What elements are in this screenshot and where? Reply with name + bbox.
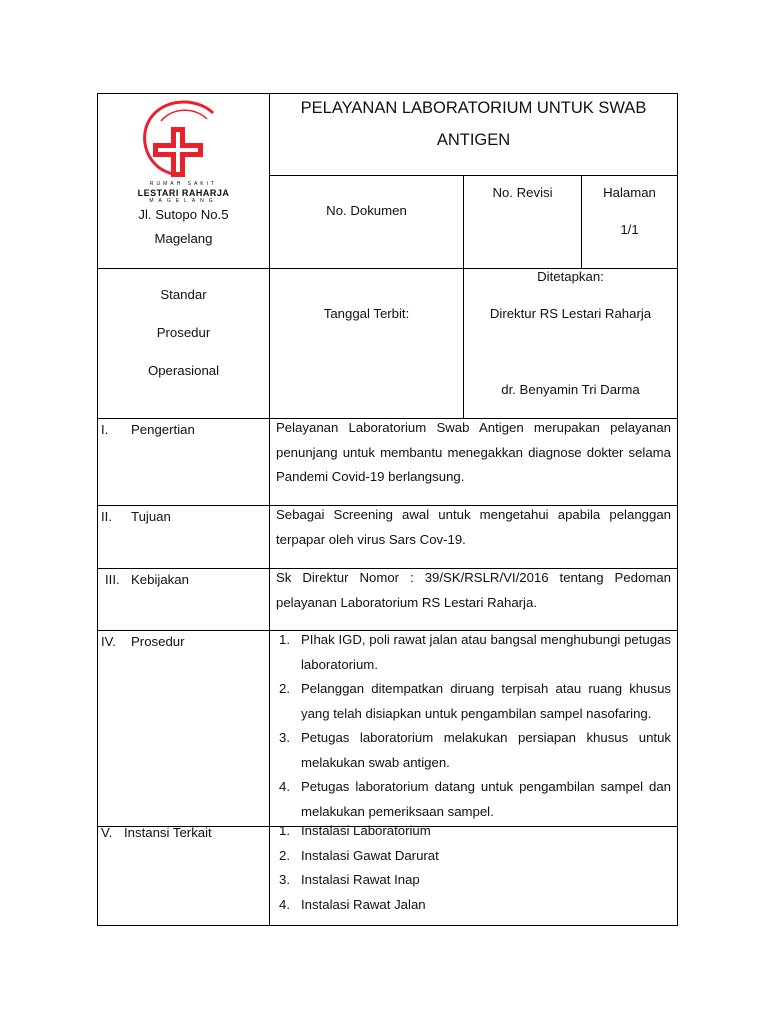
pengertian-content-cell xyxy=(269,418,678,506)
list-item-number: 3. xyxy=(279,730,290,745)
list-item-text: Instalasi Rawat Inap xyxy=(301,872,420,887)
list-item-number: 4. xyxy=(279,779,290,794)
prosedur-content-cell xyxy=(269,630,678,827)
logo-org-name: LESTARI RAHARJA xyxy=(137,188,230,198)
list-item-number: 1. xyxy=(279,823,290,838)
list-item-number: 2. xyxy=(279,681,290,696)
direktur-name: dr. Benyamin Tri Darma xyxy=(501,382,640,397)
list-item xyxy=(279,868,671,893)
pengertian-text: Pelayanan Laboratorium Swab Antigen merupakan pelayanan penunjang untuk membantu menegakkan diagnose dokter selama Pandemi Covid-19 berlangsung. xyxy=(276,420,671,484)
list-item xyxy=(279,893,671,918)
list-item-text: Petugas laboratorium datang untuk pengambilan sampel dan melakukan pemeriksaan sampel. xyxy=(301,779,671,819)
kebijakan-label-cell xyxy=(97,568,270,631)
kebijakan-content-cell xyxy=(269,568,678,631)
list-item xyxy=(279,677,671,726)
tujuan-content-cell xyxy=(269,505,678,569)
logo-org-small: RUMAH SAKIT xyxy=(149,181,218,187)
list-item xyxy=(279,844,671,869)
list-item-text: Pelanggan ditempatkan diruang terpisah atau ruang khusus yang telah disiapkan untuk pengambilan sampel nasofaring. xyxy=(301,681,671,721)
section-label: Tujuan xyxy=(131,509,171,524)
list-item-number: 1. xyxy=(279,632,290,647)
halaman-value: 1/1 xyxy=(620,222,639,237)
tujuan-text: Sebagai Screening awal untuk mengetahui apabila pelanggan terpapar oleh virus Sars Cov-19. xyxy=(276,507,671,547)
no-dokumen-cell xyxy=(269,175,464,269)
sop-document xyxy=(97,93,678,926)
prosedur-label-cell xyxy=(97,630,270,827)
title-line-1: PELAYANAN LABORATORIUM UNTUK SWAB xyxy=(300,99,647,117)
halaman-label: Halaman xyxy=(603,185,656,200)
logo-city-small: MAGELANG xyxy=(149,198,218,204)
list-item-number: 4. xyxy=(279,896,290,912)
list-item-text: Instalasi Gawat Darurat xyxy=(301,847,439,863)
list-item-number: 3. xyxy=(279,872,290,887)
tanggal-terbit-label: Tanggal Terbit: xyxy=(323,306,410,321)
section-label: Prosedur xyxy=(131,634,185,649)
sop-line-3: Operasional xyxy=(147,363,220,378)
list-item-text: Instalasi Laboratorium xyxy=(301,823,431,838)
instansi-content-cell xyxy=(269,823,678,926)
title-line-2: ANTIGEN xyxy=(436,131,511,149)
no-revisi-label: No. Revisi xyxy=(492,185,553,200)
section-number: V. xyxy=(101,825,113,840)
list-item-text: Petugas laboratorium melakukan persiapan khusus untuk melakukan swab antigen. xyxy=(301,730,671,770)
section-number: III. xyxy=(105,572,120,587)
no-dokumen-label: No. Dokumen xyxy=(326,203,407,218)
section-label: Kebijakan xyxy=(131,572,189,587)
direktur-label: Direktur RS Lestari Raharja xyxy=(489,306,652,321)
sop-cell xyxy=(97,268,270,419)
address-line-1: Jl. Sutopo No.5 xyxy=(138,207,229,222)
hospital-logo-icon xyxy=(141,99,221,184)
instansi-label-cell xyxy=(97,826,270,926)
list-item-text: PIhak IGD, poli rawat jalan atau bangsal menghubungi petugas laboratorium. xyxy=(301,632,671,672)
section-label: Pengertian xyxy=(131,422,195,437)
list-item xyxy=(279,819,671,844)
list-item-number: 2. xyxy=(279,847,290,863)
logo-address-cell xyxy=(97,93,270,269)
list-item xyxy=(279,726,671,775)
no-revisi-cell xyxy=(463,175,582,269)
address-line-2: Magelang xyxy=(154,231,213,246)
title-cell xyxy=(269,93,678,176)
list-item xyxy=(279,628,671,677)
ditetapkan-cell xyxy=(463,268,678,419)
tanggal-terbit-cell xyxy=(269,268,464,419)
sop-line-1: Standar xyxy=(160,287,207,302)
section-number: I. xyxy=(101,422,109,437)
halaman-cell xyxy=(581,175,678,269)
section-label: Instansi Terkait xyxy=(124,825,212,840)
pengertian-label-cell xyxy=(97,418,270,506)
sop-line-2: Prosedur xyxy=(156,325,211,340)
section-number: II. xyxy=(101,509,112,524)
kebijakan-text: Sk Direktur Nomor : 39/SK/RSLR/VI/2016 tentang Pedoman pelayanan Laboratorium RS Lestari Raharja. xyxy=(276,570,671,610)
tujuan-label-cell xyxy=(97,505,270,569)
ditetapkan-label: Ditetapkan: xyxy=(537,269,604,284)
list-item-text: Instalasi Rawat Jalan xyxy=(301,896,426,912)
list-item xyxy=(279,775,671,824)
section-number: IV. xyxy=(101,634,116,649)
